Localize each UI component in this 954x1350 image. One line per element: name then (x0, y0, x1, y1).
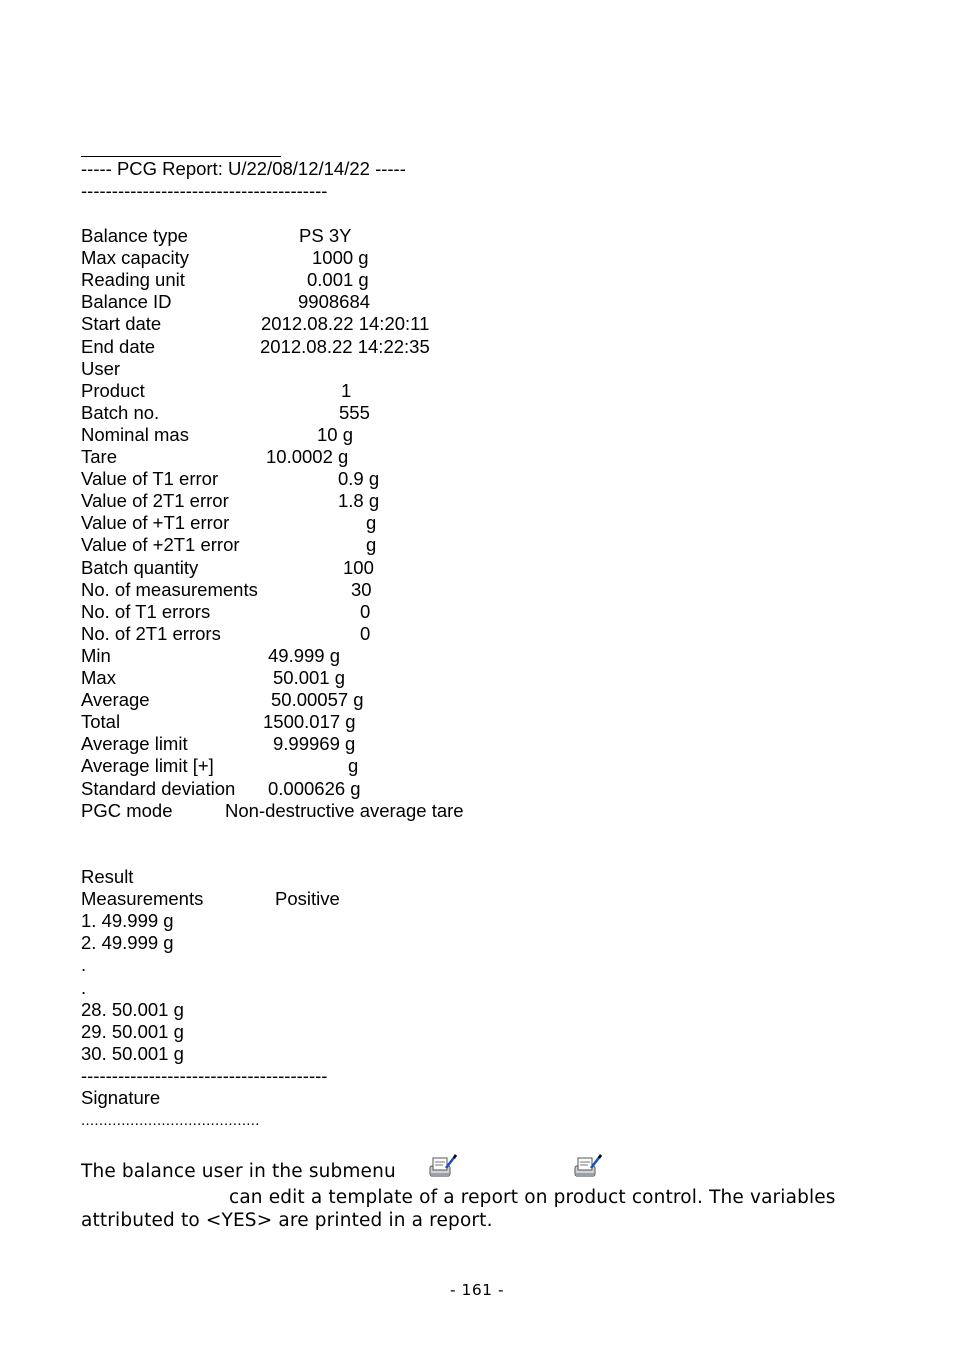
report-field-row (0, 689, 954, 711)
field-label: Total (81, 711, 121, 733)
field-label: Standard deviation (81, 777, 236, 799)
result-label: Result (81, 866, 134, 887)
report-field-row (0, 733, 954, 755)
field-value: 10.0002 g (266, 446, 349, 467)
measurement-item: 30. 50.001 g (81, 1043, 184, 1064)
report-field-row (0, 225, 954, 247)
report-field-row (0, 557, 954, 579)
report-field-row (0, 512, 954, 534)
description-line-3: attributed to <YES> are printed in a report. (81, 1210, 493, 1231)
report-field-row (0, 291, 954, 313)
report-field-row (0, 380, 954, 402)
field-value: 100 (343, 556, 374, 578)
field-label: Average limit (81, 733, 188, 755)
field-label: Max (81, 667, 116, 688)
description-line-2: can edit a template of a report on product control. The variables (229, 1187, 836, 1208)
field-label: User (81, 357, 121, 379)
report-title: ----- PCG Report: U/22/08/12/14/22 ----- (81, 158, 406, 179)
report-field-row (0, 468, 954, 490)
measurement-item: 2. 49.999 g (81, 932, 174, 953)
field-value: 0.9 g (338, 468, 380, 490)
field-value: 0.001 g (307, 269, 369, 291)
field-value: 1.8 g (338, 490, 380, 512)
field-value: 2012.08.22 14:20:11 (261, 313, 430, 335)
separator-bottom: ---------------------------------------- (81, 1065, 328, 1086)
report-field-row (0, 667, 954, 689)
field-value: g (366, 512, 377, 534)
report-field-row (0, 358, 954, 380)
field-label: Value of T1 error (81, 468, 219, 490)
report-field-row (0, 490, 954, 512)
measurement-item: 1. 49.999 g (81, 910, 174, 931)
field-label: Batch quantity (81, 556, 199, 578)
field-label: Start date (81, 313, 162, 335)
field-value: PS 3Y (299, 225, 352, 246)
field-value: 0 (360, 600, 371, 622)
field-label: Balance type (81, 225, 188, 246)
field-label: Max capacity (81, 247, 189, 269)
result-value: Positive (275, 888, 340, 909)
top-rule (81, 156, 281, 157)
measurement-item: 28. 50.001 g (81, 999, 184, 1020)
field-label: Balance ID (81, 291, 172, 313)
field-label: Value of 2T1 error (81, 490, 229, 512)
field-value: 555 (339, 401, 370, 423)
report-field-row (0, 623, 954, 645)
separator: ---------------------------------------- (81, 180, 328, 201)
report-field-row (0, 755, 954, 777)
field-label: PGC mode (81, 799, 173, 821)
report-field-row (0, 424, 954, 446)
report-template-icon (573, 1154, 603, 1180)
report-field-row (0, 446, 954, 468)
report-field-row (0, 402, 954, 424)
description-line-1: The balance user in the submenu (81, 1161, 396, 1182)
field-value: 30 (351, 578, 372, 600)
field-label: Reading unit (81, 269, 185, 291)
field-value: 2012.08.22 14:22:35 (260, 335, 430, 357)
signature-dots: ........................................ (81, 1112, 260, 1129)
field-value: 10 g (317, 423, 354, 445)
field-value: 9908684 (298, 291, 371, 313)
field-label: No. of T1 errors (81, 600, 211, 622)
field-label: Value of +T1 error (81, 512, 230, 534)
field-value: 0 (360, 622, 371, 644)
report-field-row (0, 269, 954, 291)
field-label: No. of 2T1 errors (81, 622, 221, 644)
report-field-row (0, 247, 954, 269)
field-label: Average limit [+] (81, 755, 214, 777)
field-value: 1000 g (312, 247, 369, 269)
field-value: 1 (341, 379, 352, 401)
field-label: Min (81, 644, 111, 666)
report-field-row (0, 313, 954, 335)
field-label: Average (81, 689, 150, 711)
field-value: 0.000626 g (268, 777, 361, 799)
field-value: 50.00057 g (271, 689, 364, 711)
page-number: - 161 - (449, 1281, 505, 1299)
field-value: 50.001 g (273, 667, 346, 688)
field-label: Batch no. (81, 401, 160, 423)
measurement-item: . (81, 977, 87, 998)
field-value: 49.999 g (268, 644, 341, 666)
field-value: 1500.017 g (263, 711, 356, 733)
measurement-item: . (81, 954, 87, 975)
field-label: No. of measurements (81, 578, 258, 600)
field-value: g (366, 534, 377, 556)
report-field-row (0, 336, 954, 358)
field-label: Product (81, 379, 145, 401)
report-field-row (0, 579, 954, 601)
field-label: Nominal mas (81, 423, 189, 445)
report-field-row (0, 778, 954, 800)
measurements-heading: Measurements (81, 888, 204, 909)
field-value: Non-destructive average tare (225, 799, 464, 821)
report-field-row (0, 645, 954, 667)
signature-label: Signature (81, 1087, 161, 1108)
report-template-icon (428, 1154, 458, 1180)
report-field-row (0, 534, 954, 556)
field-label: Tare (81, 446, 117, 467)
report-field-row (0, 800, 954, 822)
field-label: Value of +2T1 error (81, 534, 240, 556)
field-value: g (348, 755, 359, 777)
field-value: 9.99969 g (273, 733, 356, 755)
measurement-item: 29. 50.001 g (81, 1021, 184, 1042)
report-field-row (0, 601, 954, 623)
field-label: End date (81, 335, 156, 357)
report-field-row (0, 711, 954, 733)
